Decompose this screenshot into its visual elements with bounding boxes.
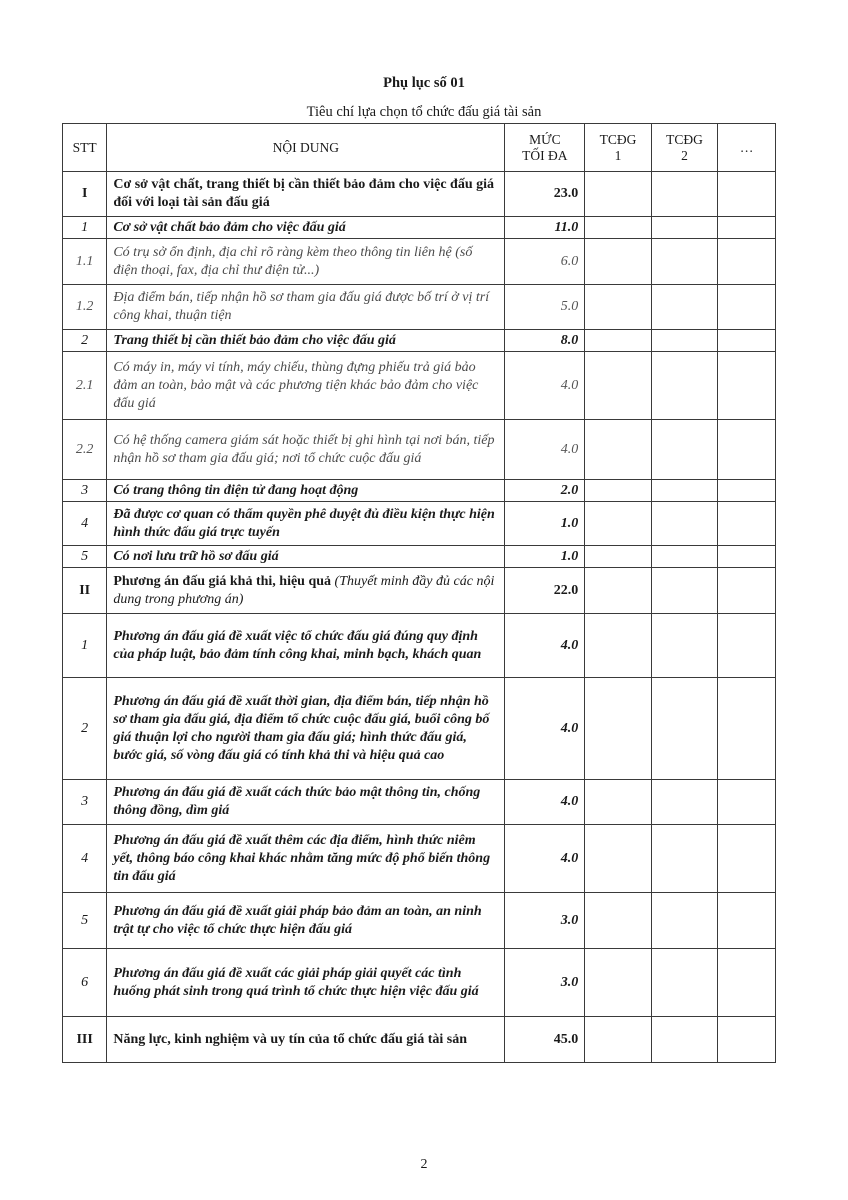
score-cell-org1 (585, 949, 652, 1017)
row-max: 4.0 (505, 614, 585, 678)
row-content: Có máy in, máy vi tính, máy chiếu, thùng đựng phiếu trả giá bảo đảm an toàn, bảo mật và các phương tiện khác bảo đảm cho việc đấu giá (107, 352, 505, 420)
row-max: 4.0 (505, 420, 585, 480)
row-stt: 5 (63, 893, 107, 949)
row-max: 3.0 (505, 949, 585, 1017)
score-cell-org1 (585, 893, 652, 949)
row-content: Trang thiết bị cần thiết bảo đảm cho việc đấu giá (107, 330, 505, 352)
table-row (63, 825, 776, 893)
score-cell-org1 (585, 568, 652, 614)
score-cell-org2 (651, 330, 718, 352)
row-content (107, 568, 505, 614)
row-content: Phương án đấu giá đề xuất việc tổ chức đấu giá đúng quy định của pháp luật, bảo đảm tính công khai, minh bạch, khách quan (107, 614, 505, 678)
score-cell-more (718, 949, 776, 1017)
row-stt: 4 (63, 502, 107, 546)
row-content: Đã được cơ quan có thẩm quyền phê duyệt đủ điều kiện thực hiện hình thức đấu giá trực tuyến (107, 502, 505, 546)
row-max: 22.0 (505, 568, 585, 614)
row-content: Có nơi lưu trữ hồ sơ đấu giá (107, 546, 505, 568)
row-max: 3.0 (505, 893, 585, 949)
score-cell-more (718, 825, 776, 893)
header-max (505, 124, 585, 172)
table-row (63, 546, 776, 568)
score-cell-more (718, 1017, 776, 1063)
table-row (63, 352, 776, 420)
score-cell-org1 (585, 480, 652, 502)
header-content: NỘI DUNG (107, 124, 505, 172)
score-cell-more (718, 546, 776, 568)
row-max: 4.0 (505, 825, 585, 893)
row-stt: 6 (63, 949, 107, 1017)
row-stt: 4 (63, 825, 107, 893)
header-org2-line2: 2 (681, 147, 688, 163)
score-cell-org2 (651, 949, 718, 1017)
table-row (63, 568, 776, 614)
score-cell-org2 (651, 420, 718, 480)
score-cell-org2 (651, 546, 718, 568)
score-cell-org1 (585, 352, 652, 420)
score-cell-more (718, 420, 776, 480)
row-content: Địa điểm bán, tiếp nhận hồ sơ tham gia đấu giá được bố trí ở vị trí công khai, thuận tiện (107, 285, 505, 330)
row-content: Có trang thông tin điện tử đang hoạt động (107, 480, 505, 502)
score-cell-org2 (651, 780, 718, 825)
table-row (63, 420, 776, 480)
row-max: 4.0 (505, 678, 585, 780)
row-stt: I (63, 172, 107, 217)
row-max: 2.0 (505, 480, 585, 502)
table-row (63, 330, 776, 352)
score-cell-more (718, 780, 776, 825)
score-cell-org1 (585, 285, 652, 330)
score-cell-more (718, 352, 776, 420)
header-org2-line1: TCĐG (666, 131, 703, 147)
row-content: Có hệ thống camera giám sát hoặc thiết bị ghi hình tại nơi bán, tiếp nhận hồ sơ tham gia đấu giá; nơi tổ chức cuộc đấu giá (107, 420, 505, 480)
table-row (63, 480, 776, 502)
table-title: Tiêu chí lựa chọn tổ chức đấu giá tài sản (306, 104, 542, 120)
score-cell-more (718, 239, 776, 285)
score-cell-org2 (651, 352, 718, 420)
score-cell-org2 (651, 480, 718, 502)
row-stt: 2 (63, 678, 107, 780)
row-max: 23.0 (505, 172, 585, 217)
table-row (63, 285, 776, 330)
row-content: Năng lực, kinh nghiệm và uy tín của tổ chức đấu giá tài sản (107, 1017, 505, 1063)
row-stt: 2.2 (63, 420, 107, 480)
table-row (63, 172, 776, 217)
score-cell-org2 (651, 893, 718, 949)
row-stt: III (63, 1017, 107, 1063)
row-max: 1.0 (505, 502, 585, 546)
header-max-line2: TỐI ĐA (522, 147, 568, 163)
row-stt: 5 (63, 546, 107, 568)
score-cell-org1 (585, 1017, 652, 1063)
header-more: … (718, 124, 776, 172)
score-cell-more (718, 285, 776, 330)
row-max: 6.0 (505, 239, 585, 285)
header-org2 (651, 124, 718, 172)
score-cell-org1 (585, 546, 652, 568)
score-cell-org2 (651, 614, 718, 678)
score-cell-org1 (585, 420, 652, 480)
score-cell-more (718, 614, 776, 678)
score-cell-more (718, 480, 776, 502)
row-stt: II (63, 568, 107, 614)
score-cell-org2 (651, 568, 718, 614)
row-content: Phương án đấu giá đề xuất thời gian, địa điểm bán, tiếp nhận hồ sơ tham gia đấu giá, địa điểm tổ chức cuộc đấu giá, buổi công bố giá thuận lợi cho người tham gia đấu giá; hình thức đấu giá, bước giá, số vòng đấu giá có tính khả thi và hiệu quả cao (107, 678, 505, 780)
score-cell-more (718, 678, 776, 780)
score-cell-org1 (585, 614, 652, 678)
score-cell-more (718, 893, 776, 949)
row-max: 1.0 (505, 546, 585, 568)
score-cell-org2 (651, 1017, 718, 1063)
table-row (63, 893, 776, 949)
header-stt: STT (63, 124, 107, 172)
score-cell-more (718, 217, 776, 239)
row-stt: 3 (63, 480, 107, 502)
score-cell-org2 (651, 285, 718, 330)
score-cell-org2 (651, 172, 718, 217)
table-row (63, 678, 776, 780)
header-org1-line1: TCĐG (599, 131, 637, 147)
row-stt: 1 (63, 217, 107, 239)
score-cell-org1 (585, 330, 652, 352)
row-max: 4.0 (505, 352, 585, 420)
row-content: Phương án đấu giá đề xuất giải pháp bảo đảm an toàn, an ninh trật tự cho việc tổ chức thực hiện đấu giá (107, 893, 505, 949)
row-stt: 2.1 (63, 352, 107, 420)
row-content: Phương án đấu giá đề xuất thêm các địa điểm, hình thức niêm yết, thông báo công khai khác nhằm tăng mức độ phổ biến thông tin đấu giá (107, 825, 505, 893)
row-max: 8.0 (505, 330, 585, 352)
table-row (63, 239, 776, 285)
row-stt: 1.2 (63, 285, 107, 330)
score-cell-org1 (585, 825, 652, 893)
score-cell-org2 (651, 502, 718, 546)
page-number: 2 (420, 1157, 428, 1172)
row-content-note: (Thuyết minh đầy đủ các nội dung trong phương án) (113, 573, 495, 607)
criteria-table (62, 123, 776, 1063)
score-cell-org1 (585, 172, 652, 217)
row-content-main: Phương án đấu giá khả thi, hiệu quả (113, 573, 335, 589)
score-cell-org2 (651, 239, 718, 285)
row-content: Phương án đấu giá đề xuất các giải pháp giải quyết các tình huống phát sinh trong quá trình tổ chức thực hiện việc đấu giá (107, 949, 505, 1017)
row-stt: 1.1 (63, 239, 107, 285)
score-cell-org2 (651, 825, 718, 893)
table-row (63, 1017, 776, 1063)
header-org1 (585, 124, 652, 172)
row-max: 5.0 (505, 285, 585, 330)
row-content: Cơ sở vật chất bảo đảm cho việc đấu giá (107, 217, 505, 239)
score-cell-org1 (585, 217, 652, 239)
row-stt: 2 (63, 330, 107, 352)
appendix-title: Phụ lục số 01 (383, 75, 465, 91)
score-cell-org2 (651, 678, 718, 780)
score-cell-more (718, 330, 776, 352)
row-stt: 3 (63, 780, 107, 825)
score-cell-org1 (585, 678, 652, 780)
table-row (63, 502, 776, 546)
header-row (63, 124, 776, 172)
score-cell-more (718, 502, 776, 546)
row-max: 11.0 (505, 217, 585, 239)
row-content: Có trụ sở ổn định, địa chỉ rõ ràng kèm theo thông tin liên hệ (số điện thoại, fax, địa chỉ thư điện tử...) (107, 239, 505, 285)
row-stt: 1 (63, 614, 107, 678)
table-row (63, 217, 776, 239)
score-cell-org1 (585, 239, 652, 285)
score-cell-org1 (585, 780, 652, 825)
score-cell-more (718, 568, 776, 614)
header-max-line1: MỨC (529, 131, 561, 147)
row-content: Phương án đấu giá đề xuất cách thức bảo mật thông tin, chống thông đồng, dìm giá (107, 780, 505, 825)
row-max: 4.0 (505, 780, 585, 825)
score-cell-org2 (651, 217, 718, 239)
row-content: Cơ sở vật chất, trang thiết bị cần thiết bảo đảm cho việc đấu giá đối với loại tài sản đấu giá (107, 172, 505, 217)
header-org1-line2: 1 (614, 147, 622, 163)
score-cell-org1 (585, 502, 652, 546)
score-cell-more (718, 172, 776, 217)
table-row (63, 949, 776, 1017)
table-row (63, 614, 776, 678)
table-row (63, 780, 776, 825)
row-max: 45.0 (505, 1017, 585, 1063)
